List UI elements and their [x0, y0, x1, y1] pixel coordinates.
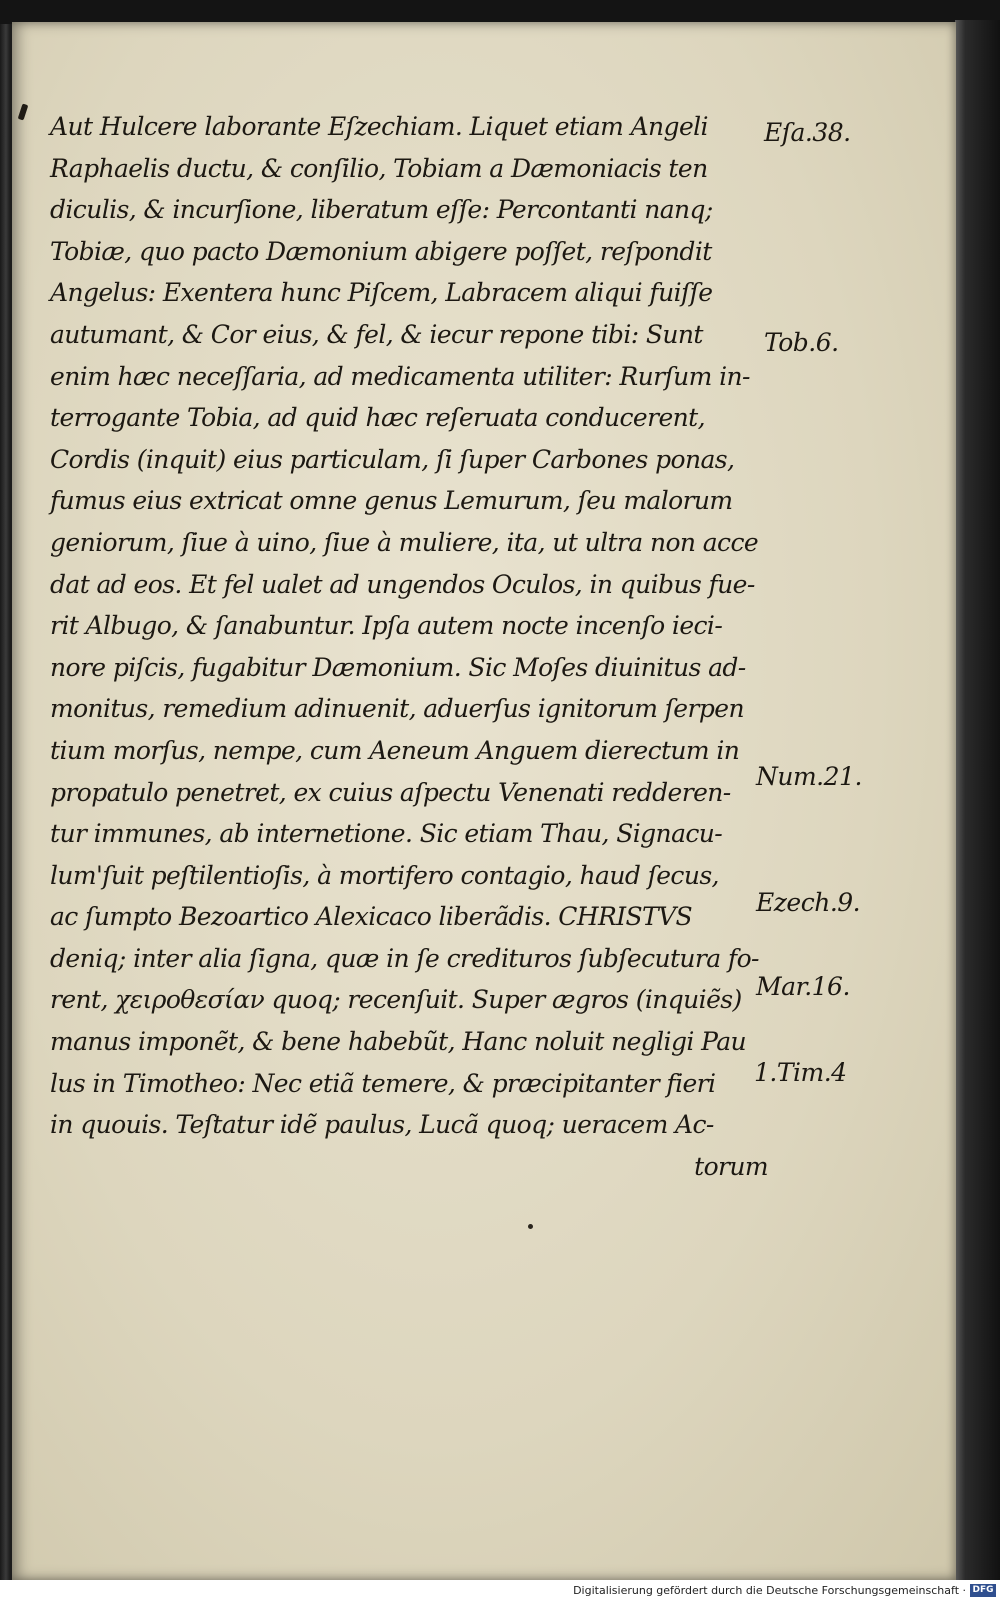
text-line: Angelus: Exentera hunc Piſcem, Labracem aliqui fuiſſe — [50, 278, 713, 308]
text-line: fumus eius extricat omne genus Lemurum, ſeu malorum — [50, 486, 733, 516]
text-line: lum'ſuit peſtilentioſis, à mortifero contagio, haud ſecus, — [50, 860, 719, 890]
text-line: manus imponẽt, & bene habebũt, Hanc noluit negligi Pau — [50, 1027, 747, 1057]
body-text — [50, 106, 770, 1187]
text-line: autumant, & Cor eius, & fel, & iecur repone tibi: Sunt — [50, 319, 703, 349]
ink-mark — [18, 103, 29, 120]
margin-note-ezech: Ezech.9. — [756, 888, 861, 917]
text-line: Cordis (inquit) eius particulam, ſi ſuper Carbones ponas, — [50, 444, 735, 474]
book-right-edge — [955, 20, 1000, 1580]
text-line: rit Albugo, & ſanabuntur. Ipſa autem nocte incenſo ieci- — [50, 611, 723, 641]
text-line: ac ſumpto Bezoartico Alexicaco liberãdis. CHRISTVS — [50, 902, 693, 932]
text-line: monitus, remedium adinuenit, aduerſus ignitorum ſerpen — [50, 694, 744, 724]
text-line: diculis, & incurſione, liberatum eſſe: Percontanti nanq; — [50, 195, 713, 225]
book-top-edge — [0, 0, 1000, 24]
digitization-footer — [0, 1580, 1000, 1604]
text-line: Raphaelis ductu, & conſilio, Tobiam a Dæmoniacis ten — [50, 153, 708, 183]
margin-note-mar: Mar.16. — [756, 972, 850, 1001]
margin-note-esa: Eſa.38. — [764, 118, 851, 147]
text-line: propatulo penetret, ex cuius aſpectu Venenati redderen- — [50, 777, 731, 807]
text-line: dat ad eos. Et fel ualet ad ungendos Oculos, in quibus fue- — [50, 569, 755, 599]
text-line: Aut Hulcere laborante Eſzechiam. Liquet etiam Angeli — [50, 112, 708, 141]
catchword: torum — [694, 1151, 768, 1181]
margin-note-num: Num.21. — [756, 762, 862, 791]
text-line: tur immunes, ab internetione. Sic etiam Thau, Signacu- — [50, 819, 723, 849]
text-line: rent, χειροθεσίαν quoq; recenſuit. Super ægros (inquiẽs) — [50, 985, 742, 1015]
text-line: tium morſus, nempe, cum Aeneum Anguem dierectum in — [50, 735, 740, 765]
text-line: deniq; inter alia ſigna, quæ in ſe credituros ſubſecutura fo- — [50, 943, 759, 973]
margin-note-tim: 1.Tim.4 — [754, 1058, 847, 1087]
book-page — [12, 22, 956, 1580]
text-line: lus in Timotheo: Nec etiã temere, & præcipitanter fieri — [50, 1068, 716, 1098]
dfg-logo: DFG — [970, 1584, 996, 1597]
text-line: geniorum, ſiue à uino, ſiue à muliere, ita, ut ultra non acce — [50, 527, 759, 557]
funding-credit: Digitalisierung gefördert durch die Deutsche Forschungsgemeinschaft · — [573, 1584, 966, 1597]
text-line: in quouis. Teſtatur idẽ paulus, Lucã quoq; ueracem Ac- — [50, 1110, 714, 1140]
margin-note-tob: Tob.6. — [764, 328, 839, 357]
text-line: enim hæc neceſſaria, ad medicamenta utiliter: Rurſum in- — [50, 361, 750, 391]
text-line: nore piſcis, fugabitur Dæmonium. Sic Moſes diuinitus ad- — [50, 652, 746, 682]
ink-dot — [528, 1224, 533, 1229]
text-line: terrogante Tobia, ad quid hæc reſeruata conducerent, — [50, 403, 705, 433]
text-line: Tobiæ, quo pacto Dæmonium abigere poſſet, reſpondit — [50, 236, 712, 266]
